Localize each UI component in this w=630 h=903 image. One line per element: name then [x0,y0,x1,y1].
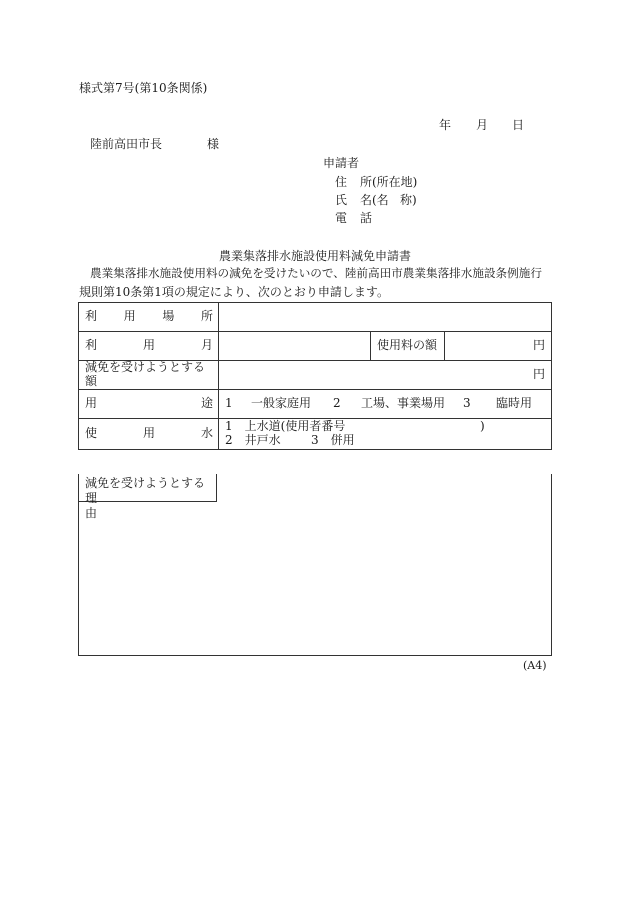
addressee: 陸前高田市長 [90,137,163,151]
use-option-3-label: 臨時用 [496,396,533,411]
honorific: 様 [207,137,220,151]
name-label-2: 名(名 [360,193,389,207]
name-label-1: 氏 [335,193,348,207]
applicant-heading: 申請者 [323,156,360,170]
use-option-1-label: 一般家庭用 [251,396,312,411]
yen-unit: 円 [533,338,546,353]
phone-label-1: 電 [335,211,348,225]
water-option-1: 1 上水道(使用者番号 [225,419,346,433]
address-label-2: 所(所在地) [360,175,418,189]
place-label: 利 用 場 所 [79,303,219,332]
month-value[interactable] [219,332,371,361]
date-year: 年 [439,118,452,132]
name-label-3: 称) [400,193,417,207]
use-label: 用 途 [79,390,219,419]
water-label: 使 用 水 [79,419,219,450]
use-options[interactable] [219,390,552,419]
reduction-amount-value[interactable] [219,361,552,390]
yen-unit: 円 [533,367,546,382]
reason-box[interactable] [78,474,552,656]
paper-size: (A4) [523,659,547,672]
use-option-3-number: 3 [463,396,471,411]
reason-label: 減免を受けようとする理 由 [79,474,217,502]
water-option-1-close: ) [480,419,485,433]
form-number: 様式第7号(第10条関係) [79,81,208,95]
reduction-amount-label: 減免を受けようとする額 [79,361,219,390]
row-reduction-amount [79,361,552,390]
row-use [79,390,552,419]
row-month [79,332,552,361]
row-water [79,419,552,450]
body-line-1: 農業集落排水施設使用料の減免を受けたいので、陸前高田市農業集落排水施設条例施行 [90,266,542,280]
body-line-2: 規則第10条第1項の規定により、次のとおり申請します。 [79,285,389,299]
use-option-1-number: 1 [225,396,233,411]
fee-value[interactable] [445,332,552,361]
use-option-2-label: 工場、事業場用 [361,396,446,411]
address-label-1: 住 [335,175,348,189]
application-table [78,302,552,450]
date-day: 日 [512,118,525,132]
month-label: 利 用 月 [79,332,219,361]
use-option-2-number: 2 [333,396,341,411]
fee-label: 使用料の額 [371,332,445,361]
phone-label-2: 話 [360,211,373,225]
water-option-3: 3 併用 [311,433,355,447]
water-option-2: 2 井戸水 [225,433,281,447]
date-month: 月 [476,118,489,132]
water-options[interactable] [219,419,552,450]
place-value[interactable] [219,303,552,332]
row-place [79,303,552,332]
document-title: 農業集落排水施設使用料減免申請書 [219,249,412,263]
